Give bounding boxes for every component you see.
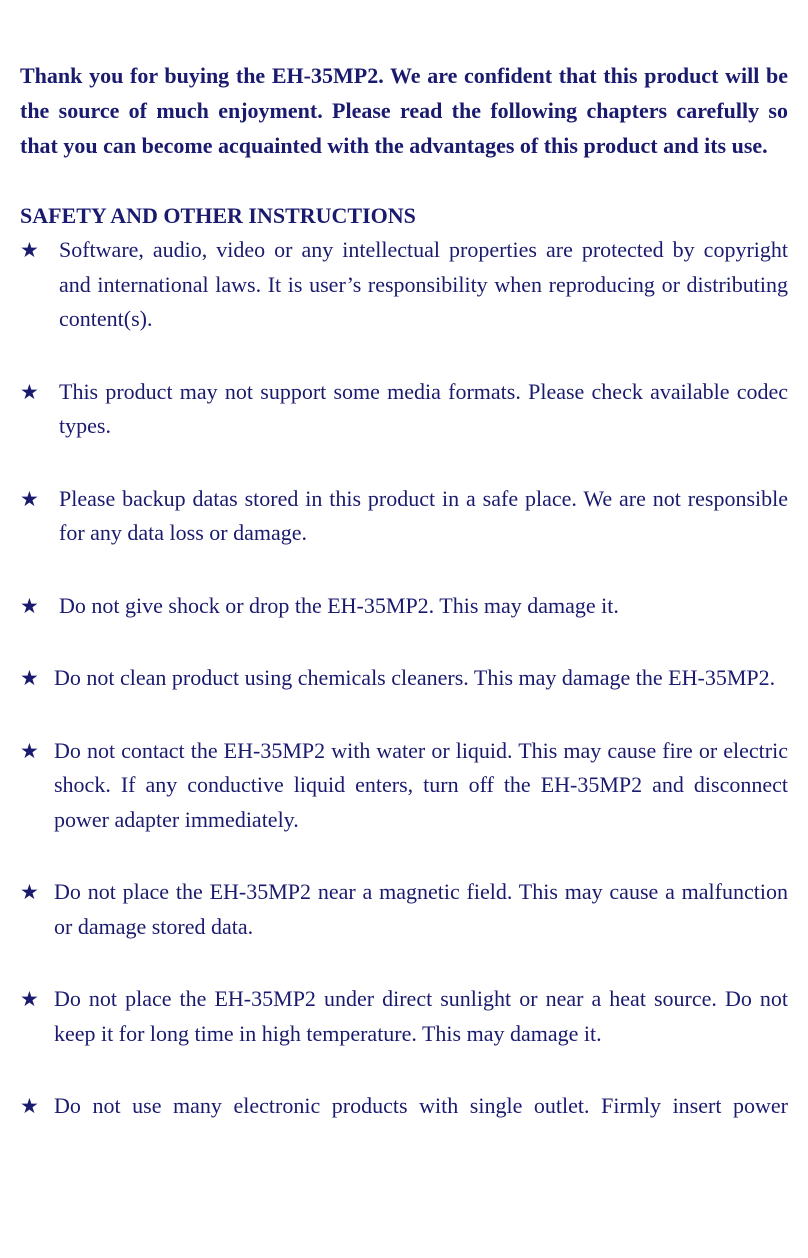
star-bullet-icon: ★	[20, 593, 39, 618]
manual-page	[20, 58, 788, 1124]
star-bullet-icon: ★	[20, 379, 39, 404]
star-bullet-icon: ★	[20, 880, 39, 904]
instruction-item	[20, 233, 788, 337]
star-bullet-icon: ★	[20, 738, 39, 763]
instruction-text: Do not use many electronic products with single outlet. Firmly insert power	[54, 1093, 788, 1118]
star-bullet-icon: ★	[20, 1094, 39, 1118]
star-bullet-icon: ★	[20, 238, 39, 262]
instruction-text: Do not place the EH-35MP2 under direct sunlight or near a heat source. Do not keep it for long time in high temperature. This may damage it.	[54, 986, 788, 1046]
instruction-item	[20, 875, 788, 944]
star-bullet-icon: ★	[20, 486, 39, 511]
instruction-item	[20, 375, 788, 444]
instruction-text: This product may not support some media formats. Please check available codec types.	[59, 378, 788, 438]
instruction-text: Do not give shock or drop the EH-35MP2. This may damage it.	[59, 592, 619, 618]
instruction-item	[20, 1089, 788, 1124]
instruction-item	[20, 482, 788, 551]
instruction-item	[20, 589, 788, 624]
intro-paragraph: Thank you for buying the EH-35MP2. We are confident that this product will be the source of much enjoyment. Please read the following chapters carefully so that you can become acquainted with the advantages of this product and its use.	[20, 63, 788, 158]
instruction-text: Do not contact the EH-35MP2 with water or liquid. This may cause fire or electric shock. If any conductive liquid enters, turn off the EH-35MP2 and disconnect power adapter immediately.	[54, 737, 788, 832]
instruction-text: Software, audio, video or any intellectual properties are protected by copyright and international laws. It is user’s responsibility when reproducing or distributing content(s).	[59, 237, 788, 331]
instruction-text: Do not clean product using chemicals cleaners. This may damage the EH-35MP2.	[54, 665, 776, 690]
instruction-item	[20, 661, 788, 696]
section-heading: SAFETY AND OTHER INSTRUCTIONS	[20, 203, 416, 228]
instruction-text: Please backup datas stored in this product in a safe place. We are not responsible for any data loss or damage.	[59, 485, 788, 545]
instruction-list	[20, 233, 788, 1124]
star-bullet-icon: ★	[20, 666, 39, 690]
instruction-text: Do not place the EH-35MP2 near a magnetic field. This may cause a malfunction or damage stored data.	[54, 879, 788, 939]
star-bullet-icon: ★	[20, 987, 39, 1011]
instruction-item	[20, 982, 788, 1051]
instruction-item	[20, 734, 788, 838]
